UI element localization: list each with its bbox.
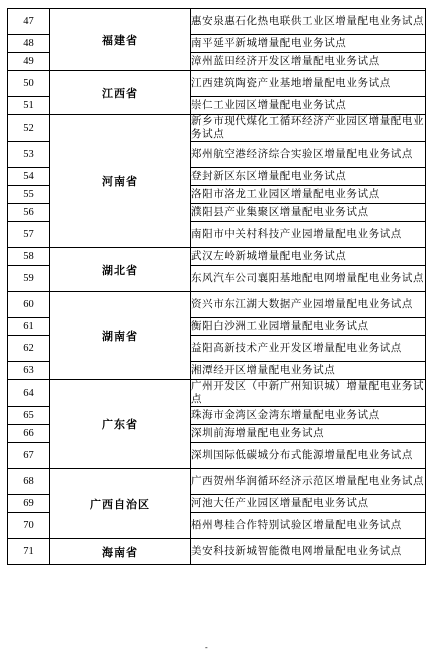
province-cell: 河南省 bbox=[50, 115, 191, 248]
project-name: 洛阳市洛龙工业园区增量配电业务试点 bbox=[191, 186, 426, 204]
page-mark: - bbox=[205, 643, 208, 652]
project-name: 广州开发区（中新广州知识城）增量配电业务试点 bbox=[191, 380, 425, 405]
row-number: 67 bbox=[8, 443, 50, 469]
table-row bbox=[8, 71, 426, 97]
row-number: 59 bbox=[8, 266, 50, 292]
table-row bbox=[8, 248, 426, 266]
row-number: 70 bbox=[8, 513, 50, 539]
project-name: 濮阳县产业集聚区增量配电业务试点 bbox=[191, 204, 426, 222]
project-name: 美安科技新城智能微电网增量配电业务试点 bbox=[191, 539, 426, 565]
row-number: 48 bbox=[8, 35, 50, 53]
project-name: 漳州蓝田经济开发区增量配电业务试点 bbox=[191, 53, 426, 71]
project-name: 益阳高新技术产业开发区增量配电业务试点 bbox=[191, 336, 426, 362]
project-name: 登封新区东区增量配电业务试点 bbox=[191, 168, 426, 186]
project-name: 资兴市东江湖大数据产业园增量配电业务试点 bbox=[191, 292, 426, 318]
table-row bbox=[8, 115, 426, 142]
table-row bbox=[8, 380, 426, 407]
project-name: 东风汽车公司襄阳基地配电网增量配电业务试点 bbox=[191, 266, 426, 292]
province-cell: 湖北省 bbox=[50, 248, 191, 292]
project-name: 惠安泉惠石化热电联供工业区增量配电业务试点 bbox=[191, 9, 426, 35]
row-number: 61 bbox=[8, 318, 50, 336]
project-name: 湘潭经开区增量配电业务试点 bbox=[191, 362, 426, 380]
project-name: 河池大任产业园区增量配电业务试点 bbox=[191, 495, 426, 513]
project-name: 深圳国际低碳城分布式能源增量配电业务试点 bbox=[191, 443, 426, 469]
project-name: 南平延平新城增量配电业务试点 bbox=[191, 35, 426, 53]
row-number: 65 bbox=[8, 407, 50, 425]
row-number: 71 bbox=[8, 539, 50, 565]
province-cell: 广西自治区 bbox=[50, 469, 191, 539]
table-row bbox=[8, 9, 426, 35]
row-number: 55 bbox=[8, 186, 50, 204]
row-number: 58 bbox=[8, 248, 50, 266]
row-number: 49 bbox=[8, 53, 50, 71]
project-name: 深圳前海增量配电业务试点 bbox=[191, 425, 426, 443]
row-number: 52 bbox=[8, 115, 50, 142]
province-cell: 福建省 bbox=[50, 9, 191, 71]
project-name: 新乡市现代煤化工循环经济产业园区增量配电业务试点 bbox=[191, 115, 425, 140]
row-number: 64 bbox=[8, 380, 50, 407]
project-name: 郑州航空港经济综合实验区增量配电业务试点 bbox=[191, 142, 426, 168]
row-number: 63 bbox=[8, 362, 50, 380]
row-number: 68 bbox=[8, 469, 50, 495]
row-number: 57 bbox=[8, 222, 50, 248]
project-name: 武汉左岭新城增量配电业务试点 bbox=[191, 248, 426, 266]
project-name: 衡阳白沙洲工业园增量配电业务试点 bbox=[191, 318, 426, 336]
row-number: 66 bbox=[8, 425, 50, 443]
project-name: 广西贺州华润循环经济示范区增量配电业务试点 bbox=[191, 469, 426, 495]
row-number: 51 bbox=[8, 97, 50, 115]
table-row bbox=[8, 469, 426, 495]
project-name: 南阳市中关村科技产业园增量配电业务试点 bbox=[191, 222, 426, 248]
row-number: 50 bbox=[8, 71, 50, 97]
project-name: 梧州粤桂合作特别试验区增量配电业务试点 bbox=[191, 513, 426, 539]
table-row bbox=[8, 292, 426, 318]
province-cell: 海南省 bbox=[50, 539, 191, 565]
row-number: 60 bbox=[8, 292, 50, 318]
province-cell: 江西省 bbox=[50, 71, 191, 115]
row-number: 54 bbox=[8, 168, 50, 186]
pilot-project-table bbox=[7, 8, 426, 565]
province-cell: 广东省 bbox=[50, 380, 191, 469]
row-number: 56 bbox=[8, 204, 50, 222]
row-number: 53 bbox=[8, 142, 50, 168]
project-name: 崇仁工业园区增量配电业务试点 bbox=[191, 97, 426, 115]
row-number: 69 bbox=[8, 495, 50, 513]
project-name: 江西建筑陶瓷产业基地增量配电业务试点 bbox=[191, 71, 426, 97]
province-cell: 湖南省 bbox=[50, 292, 191, 380]
table-row bbox=[8, 539, 426, 565]
row-number: 47 bbox=[8, 9, 50, 35]
project-name: 珠海市金湾区金湾东增量配电业务试点 bbox=[191, 407, 426, 425]
row-number: 62 bbox=[8, 336, 50, 362]
table-body bbox=[8, 9, 426, 565]
